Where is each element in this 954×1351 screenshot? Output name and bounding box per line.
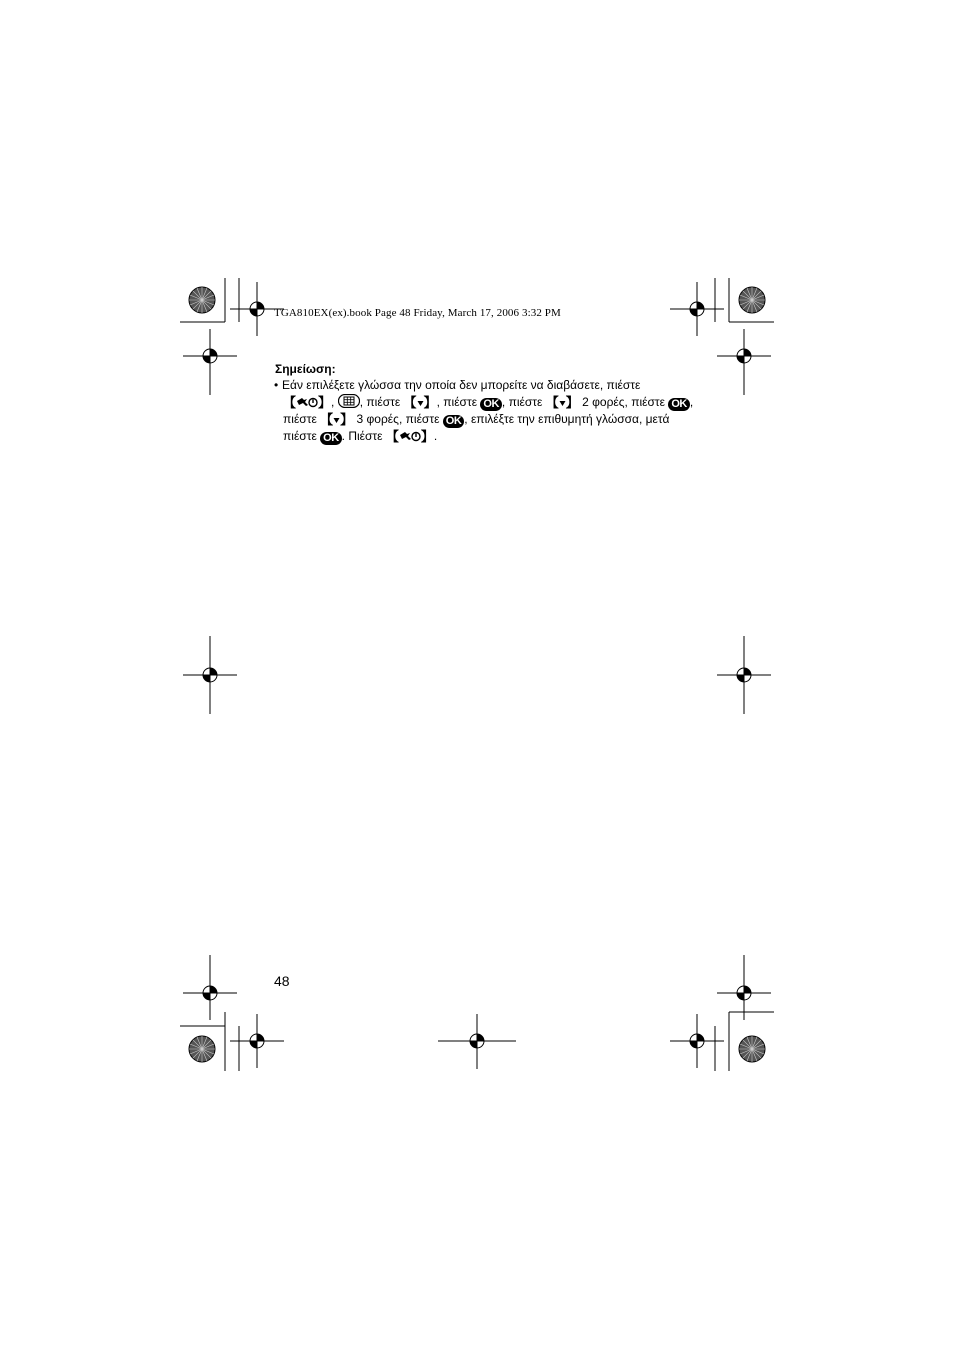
down-arrow-key-icon: 【 】 bbox=[545, 394, 579, 410]
registration-cross-bottom-right bbox=[670, 1014, 724, 1068]
note-body bbox=[274, 377, 694, 445]
note-title: Σημείωση: bbox=[275, 362, 336, 376]
ok-key-icon: OK bbox=[443, 415, 465, 428]
registration-cross-bottom-left bbox=[230, 1014, 284, 1068]
ok-key-icon: OK bbox=[320, 432, 342, 445]
note-line-1: • Εάν επιλέξετε γλώσσα την οποία δεν μπορείτε να διαβάσετε, πιέστε bbox=[274, 378, 641, 392]
down-arrow-key-icon: 【 】 bbox=[320, 411, 354, 427]
down-arrow-key-icon: 【 】 bbox=[403, 394, 437, 410]
star-target-bottom-left bbox=[189, 1036, 215, 1062]
star-target-top-right bbox=[739, 287, 765, 313]
off-key-icon: 【 】 bbox=[283, 394, 332, 410]
registration-cross-top-right bbox=[670, 282, 724, 336]
menu-key-icon bbox=[338, 394, 360, 408]
note-line-2: 【 】 , , πιέστε 【 】 , πιέστε OK , πιέστε 【 】 2 φορές, πιέστε OK , bbox=[283, 394, 694, 410]
off-key-icon: 【 】 bbox=[385, 428, 434, 444]
print-header-slug: TGA810EX(ex).book Page 48 Friday, March 17, 2006 3:32 PM bbox=[274, 307, 561, 319]
note-line-4: πιέστε OK . Πιέστε 【 】 . bbox=[283, 428, 438, 444]
page-number: 48 bbox=[274, 973, 290, 989]
star-target-top-left bbox=[189, 287, 215, 313]
note-line-3: πιέστε 【 】 3 φορές, πιέστε OK , επιλέξτε την επιθυμητή γλώσσα, μετά bbox=[283, 411, 670, 427]
star-target-bottom-right bbox=[739, 1036, 765, 1062]
ok-key-icon: OK bbox=[480, 398, 502, 411]
bullet: • bbox=[274, 378, 279, 392]
ok-key-icon: OK bbox=[668, 398, 690, 411]
